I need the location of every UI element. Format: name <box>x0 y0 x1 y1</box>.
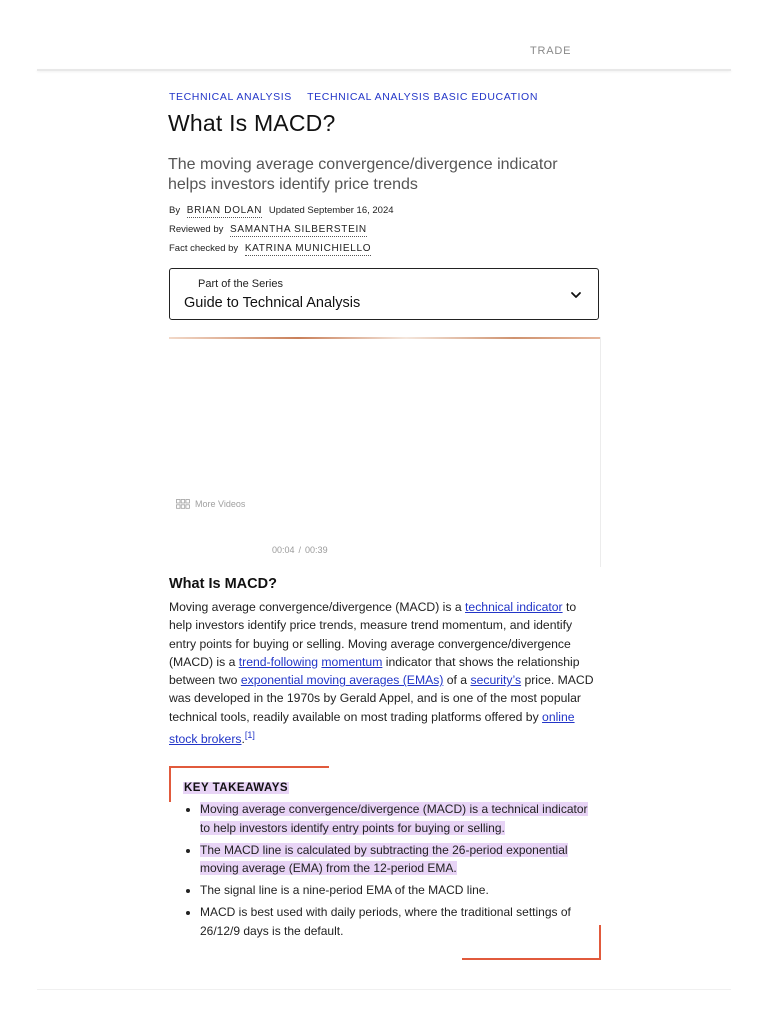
takeaways-frame-left <box>169 766 171 802</box>
current-time: 00:04 <box>272 545 295 555</box>
takeaway-text: The signal line is a nine-period EMA of the MACD line. <box>200 883 489 897</box>
takeaways-frame-top <box>169 766 329 768</box>
link-trend-following[interactable]: trend-following <box>238 654 319 669</box>
takeaway-item <box>200 841 600 878</box>
series-title: Guide to Technical Analysis <box>184 295 361 311</box>
article-subtitle: The moving average convergence/divergence indicator helps investors identify price trends <box>168 156 558 193</box>
link-online-stock-brokers[interactable]: online stock brokers <box>169 709 575 747</box>
takeaway-text: The MACD line is calculated by subtracting the 26-period exponential moving average (EMA) from the 12-period EMA. <box>200 842 568 875</box>
video-player[interactable] <box>169 337 601 567</box>
footer-divider <box>37 989 731 990</box>
by-label: By <box>169 205 181 216</box>
key-takeaways-heading: KEY TAKEAWAYS <box>184 782 289 794</box>
section-heading: What Is MACD? <box>169 576 277 592</box>
link-momentum[interactable]: momentum <box>321 654 383 669</box>
link-security[interactable]: security’s <box>470 673 522 688</box>
author-link[interactable]: BRIAN DOLAN <box>186 205 263 216</box>
takeaway-item <box>200 903 600 940</box>
updated-date: Updated September 16, 2024 <box>268 205 394 216</box>
byline-reviewer <box>169 224 367 235</box>
takeaways-frame-bottom <box>462 958 600 960</box>
breadcrumb-link-technical-analysis[interactable]: TECHNICAL ANALYSIS <box>169 91 292 103</box>
breadcrumb-link-basic-education[interactable]: TECHNICAL ANALYSIS BASIC EDUCATION <box>307 91 539 103</box>
footnote-link[interactable]: [1] <box>244 730 255 741</box>
time-separator: / <box>298 545 302 555</box>
takeaway-item <box>200 800 600 837</box>
factchecker-link[interactable]: KATRINA MUNICHIELLO <box>244 243 372 254</box>
link-emas[interactable]: exponential moving averages (EMAs) <box>240 673 444 688</box>
fact-checked-by-label: Fact checked by <box>169 243 239 254</box>
reviewer-link[interactable]: SAMANTHA SILBERSTEIN <box>230 224 367 235</box>
intro-paragraph: Moving average convergence/divergence (MACD) is a technical indicator to help investors identify price trends, measure trend momentum, and identify entry points for buying or selling. Moving average convergence/divergence (MACD) is a trend-following momentum indicator that shows the relationship between two exponential moving averages (EMAs) of a security’s price. MACD was developed in the 1970s by Gerald Appel, and is one of the most popular technical tools, readily available on most trading platforms offered by online stock brokers.[1] <box>169 600 594 747</box>
more-videos-button[interactable] <box>176 499 245 509</box>
page-title: What Is MACD? <box>168 110 336 136</box>
nav-divider <box>37 69 731 71</box>
takeaway-text: MACD is best used with daily periods, where the traditional settings of 26/12/9 days is the default. <box>200 905 571 938</box>
byline-author <box>169 205 394 216</box>
video-thumbnail-strip <box>169 337 600 339</box>
key-takeaways-list <box>184 800 600 944</box>
trade-nav-link[interactable]: TRADE <box>530 45 572 57</box>
more-videos-label: More Videos <box>195 499 246 509</box>
breadcrumb <box>169 91 550 103</box>
video-timecode <box>272 545 328 555</box>
reviewed-by-label: Reviewed by <box>169 224 224 235</box>
duration: 00:39 <box>305 545 328 555</box>
byline-factchecker <box>169 243 371 254</box>
takeaway-text: Moving average convergence/divergence (MACD) is a technical indicator to help investors identify entry points for buying or selling. <box>200 802 588 835</box>
series-dropdown[interactable] <box>169 268 599 320</box>
takeaway-item <box>200 881 600 900</box>
series-kicker: Part of the Series <box>198 278 283 290</box>
grid-icon <box>176 499 190 509</box>
chevron-down-icon <box>570 289 582 301</box>
link-technical-indicator[interactable]: technical indicator <box>465 600 563 614</box>
